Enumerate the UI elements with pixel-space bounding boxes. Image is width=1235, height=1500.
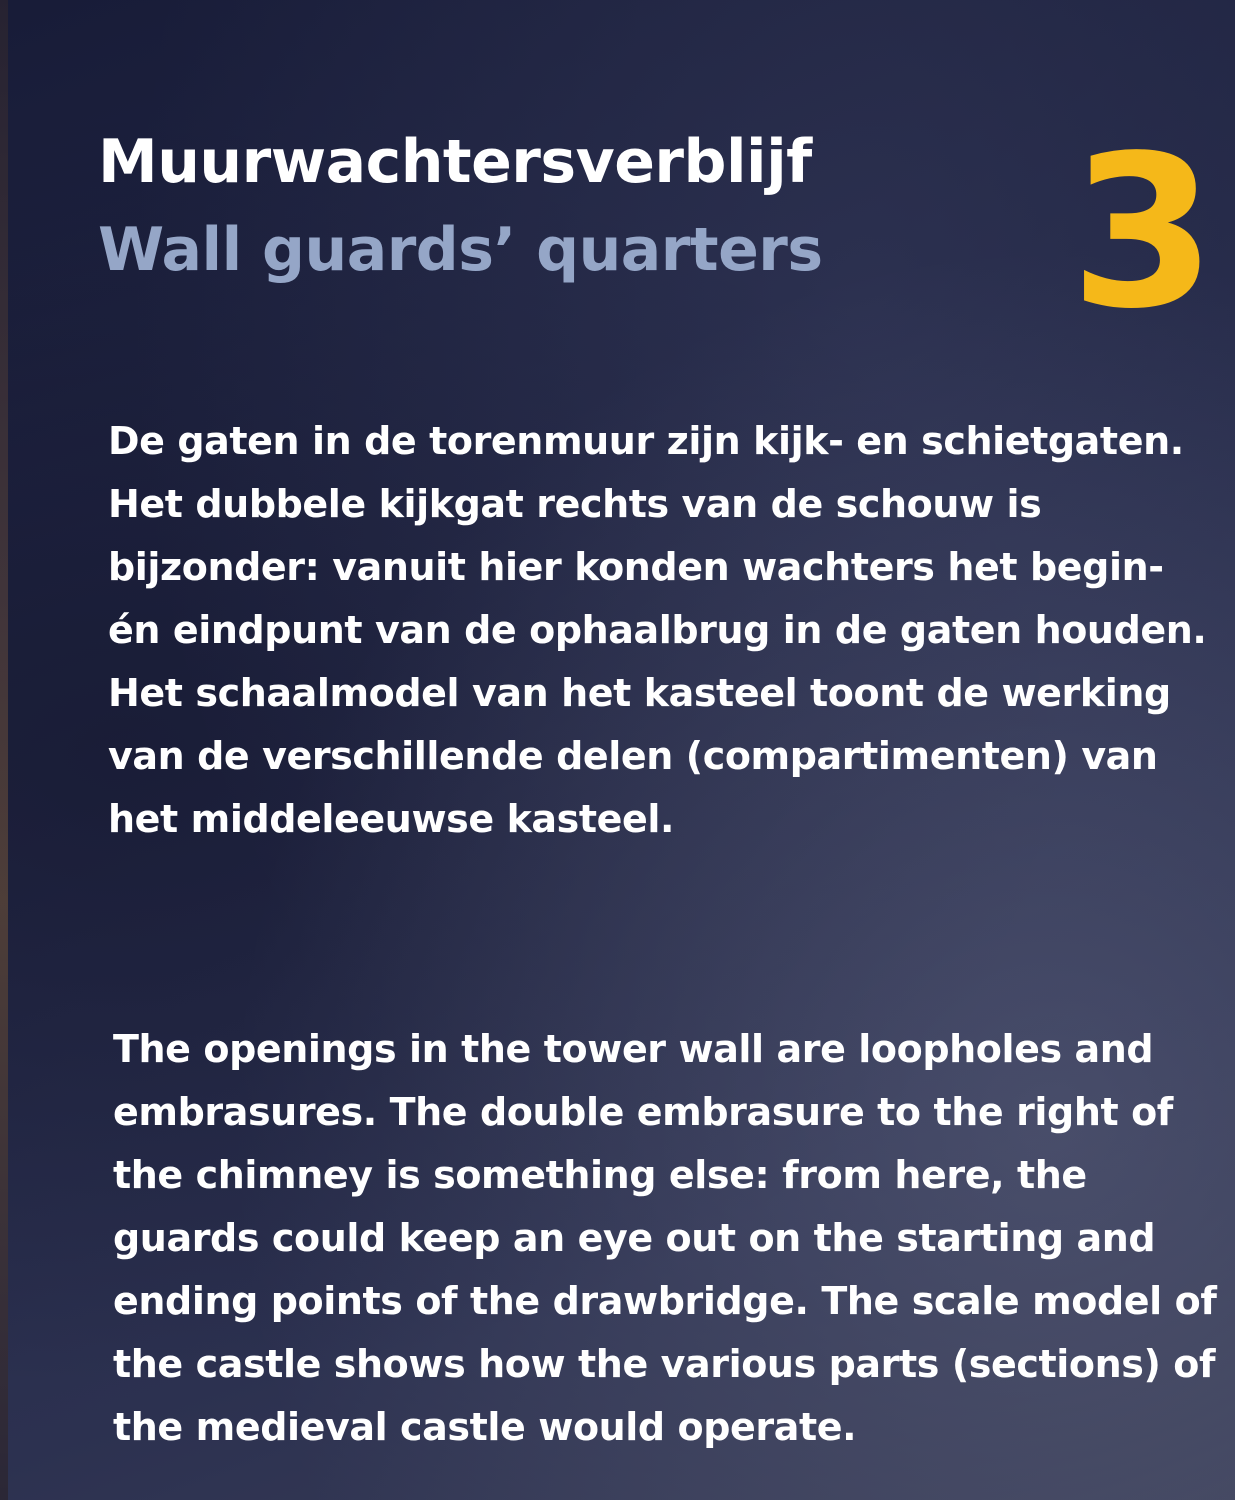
station-number: 3 xyxy=(1070,110,1217,355)
paragraph-line: The openings in the tower wall are loopholes and xyxy=(113,1027,1154,1071)
paragraph-line: het middeleeuwse kasteel. xyxy=(108,797,675,841)
paragraph-line: De gaten in de torenmuur zijn kijk- en schietgaten. xyxy=(108,419,1184,463)
paragraph-line: embrasures. The double embrasure to the right of xyxy=(113,1090,1173,1134)
paragraph-dutch xyxy=(108,410,1206,851)
paragraph-line: Het schaalmodel van het kasteel toont de werking xyxy=(108,671,1171,715)
paragraph-line: the chimney is something else: from here, the xyxy=(113,1153,1087,1197)
paragraph-line: the medieval castle would operate. xyxy=(113,1405,857,1449)
paragraph-line: én eindpunt van de ophaalbrug in de gaten houden. xyxy=(108,608,1207,652)
paragraph-line: van de verschillende delen (compartimenten) van xyxy=(108,734,1158,778)
paragraph-line: ending points of the drawbridge. The scale model of xyxy=(113,1279,1217,1323)
paragraph-english xyxy=(113,1018,1216,1459)
paragraph-line: the castle shows how the various parts (sections) of xyxy=(113,1342,1216,1386)
paragraph-line: bijzonder: vanuit hier konden wachters het begin- xyxy=(108,545,1164,589)
sign-edge xyxy=(0,0,8,1500)
paragraph-line: guards could keep an eye out on the starting and xyxy=(113,1216,1156,1260)
title-english: Wall guards’ quarters xyxy=(98,215,823,285)
paragraph-line: Het dubbele kijkgat rechts van de schouw is xyxy=(108,482,1042,526)
title-dutch: Muurwachtersverblijf xyxy=(98,127,812,197)
